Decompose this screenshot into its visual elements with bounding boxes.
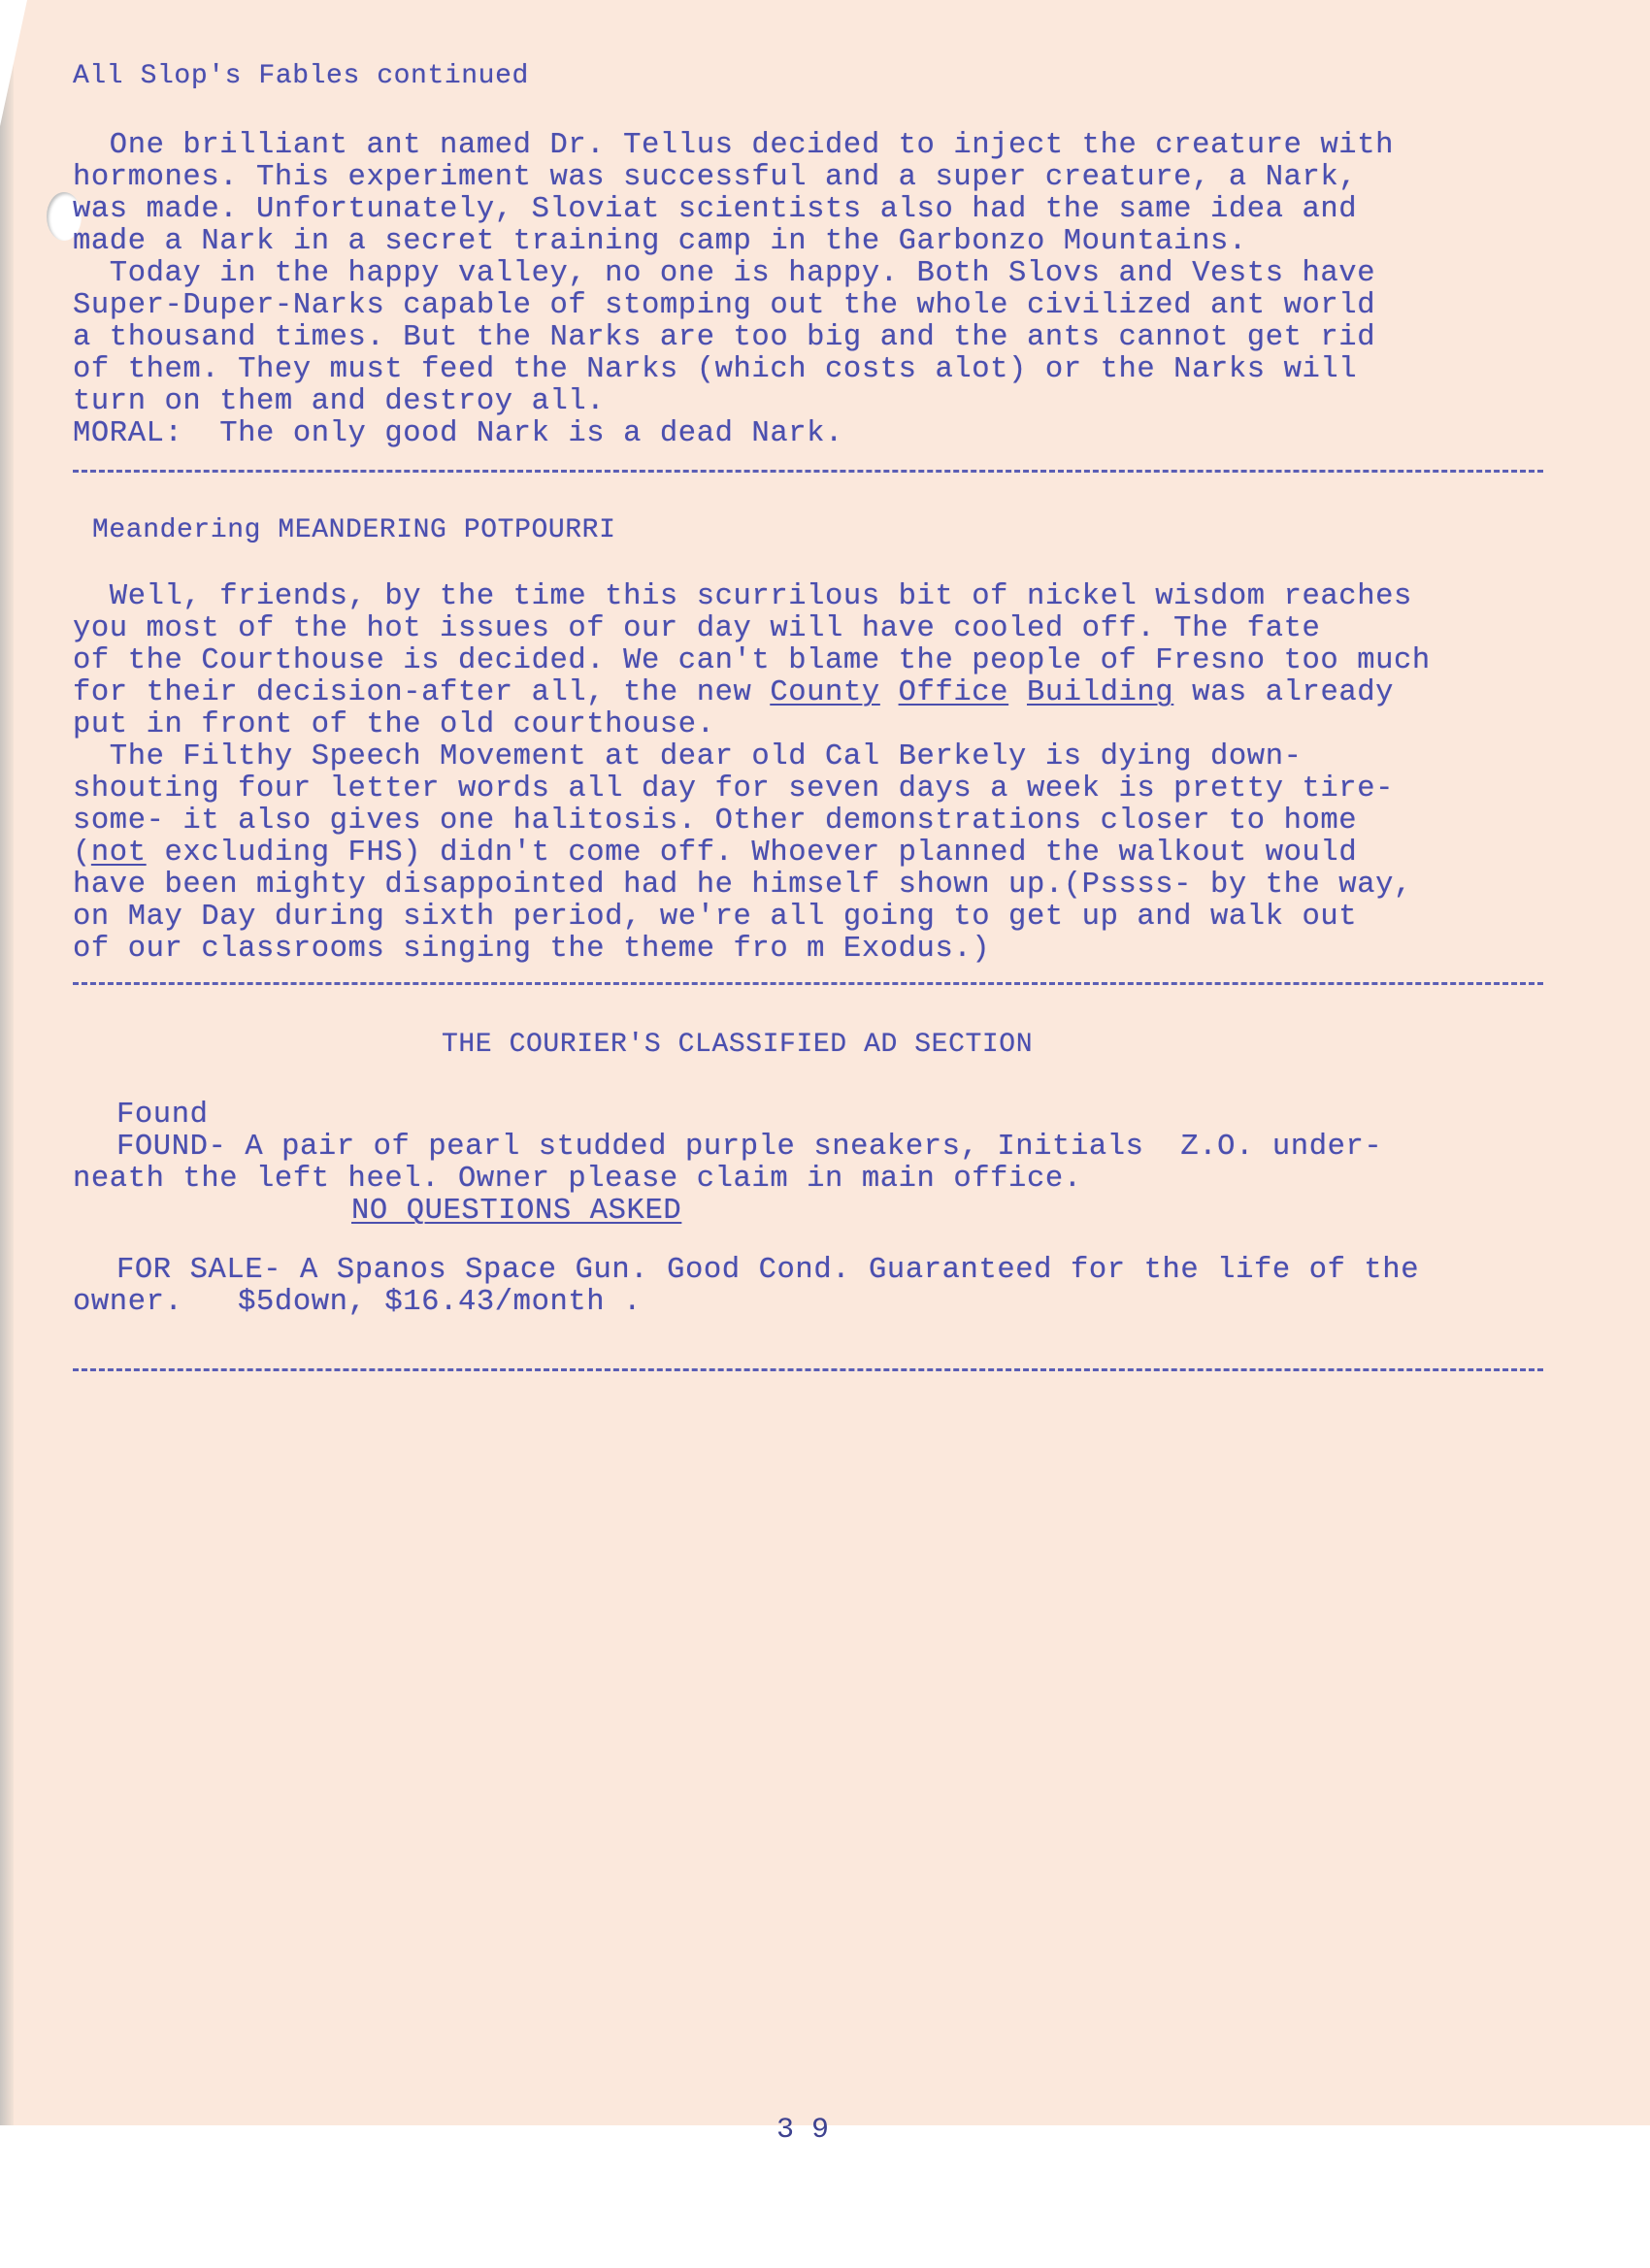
for-sale-ad-line: FOR SALE- A Spanos Space Gun. Good Cond. Guaranteed for the life of the (116, 1254, 1420, 1287)
potpourri-heading: Meandering MEANDERING POTPOURRI (92, 515, 616, 545)
section-divider (73, 1368, 1543, 1371)
office-word: Office (898, 676, 1009, 709)
potpourri-line: The Filthy Speech Movement at dear old Cal Berkely is dying down- (73, 740, 1303, 773)
page-number: 3 9 (776, 2114, 830, 2147)
fable-line: Today in the happy valley, no one is happy. Both Slovs and Vests have (73, 257, 1376, 290)
no-questions-asked: NO QUESTIONS ASKED (351, 1195, 682, 1228)
found-label: Found (116, 1099, 209, 1132)
potpourri-line: some- it also gives one halitosis. Other demonstrations closer to home (73, 805, 1358, 838)
potpourri-line-tail: excluding FHS) didn't come off. Whoever planned the walkout would (146, 837, 1358, 870)
fable-line: hormones. This experiment was successful and a super creature, a Nark, (73, 161, 1358, 194)
building-word: Building (1026, 676, 1174, 709)
fable-line: was made. Unfortunately, Sloviat scientists also had the same idea and (73, 193, 1358, 226)
potpourri-line-tail: was already (1173, 676, 1395, 709)
potpourri-line-head: for their decision-after all, the new (73, 676, 771, 709)
for-sale-ad-line: owner. $5down, $16.43/month . (73, 1286, 642, 1319)
continued-title: All Slop's Fables continued (73, 61, 529, 91)
potpourri-line: shouting four letter words all day for seven days a week is pretty tire- (73, 772, 1395, 805)
torn-corner (0, 0, 27, 126)
potpourri-line: have been mighty disappointed had he himself shown up.(Pssss- by the way, (73, 869, 1412, 902)
found-ad-line: FOUND- A pair of pearl studded purple sneakers, Initials Z.O. under- (116, 1131, 1383, 1164)
potpourri-line: on May Day during sixth period, we're all going to get up and walk out (73, 901, 1358, 934)
fable-moral (73, 417, 843, 450)
county-word: County (770, 676, 880, 709)
section-divider (73, 982, 1543, 985)
open-paren: ( (73, 837, 91, 870)
potpourri-line: you most of the hot issues of our day will have cooled off. The fate (73, 612, 1321, 645)
potpourri-line: put in front of the old courthouse. (73, 708, 715, 741)
fable-line: Super-Duper-Narks capable of stomping out the whole civilized ant world (73, 289, 1376, 322)
fable-line: made a Nark in a secret training camp in the Garbonzo Mountains. (73, 225, 1247, 258)
classified-heading: THE COURIER'S CLASSIFIED AD SECTION (442, 1030, 1034, 1060)
potpourri-line: Well, friends, by the time this scurrilous bit of nickel wisdom reaches (73, 580, 1412, 613)
potpourri-line (73, 837, 1357, 870)
fable-line: turn on them and destroy all. (73, 385, 606, 418)
not-word: not (90, 837, 147, 870)
potpourri-line: of our classrooms singing the theme fro m Exodus.) (73, 933, 991, 966)
potpourri-line: of the Courthouse is decided. We can't blame the people of Fresno too much (73, 644, 1431, 677)
fable-line: One brilliant ant named Dr. Tellus decided to inject the creature with (73, 129, 1395, 162)
found-ad-line: neath the left heel. Owner please claim in main office. (73, 1163, 1082, 1196)
moral-label: MORAL: (73, 417, 183, 450)
moral-text: The only good Nark is a dead Nark. (182, 417, 843, 450)
section-divider (73, 470, 1543, 473)
fable-line: of them. They must feed the Narks (which costs alot) or the Narks will (73, 353, 1358, 386)
potpourri-line (73, 676, 1394, 709)
fable-line: a thousand times. But the Narks are too big and the ants cannot get rid (73, 321, 1376, 354)
